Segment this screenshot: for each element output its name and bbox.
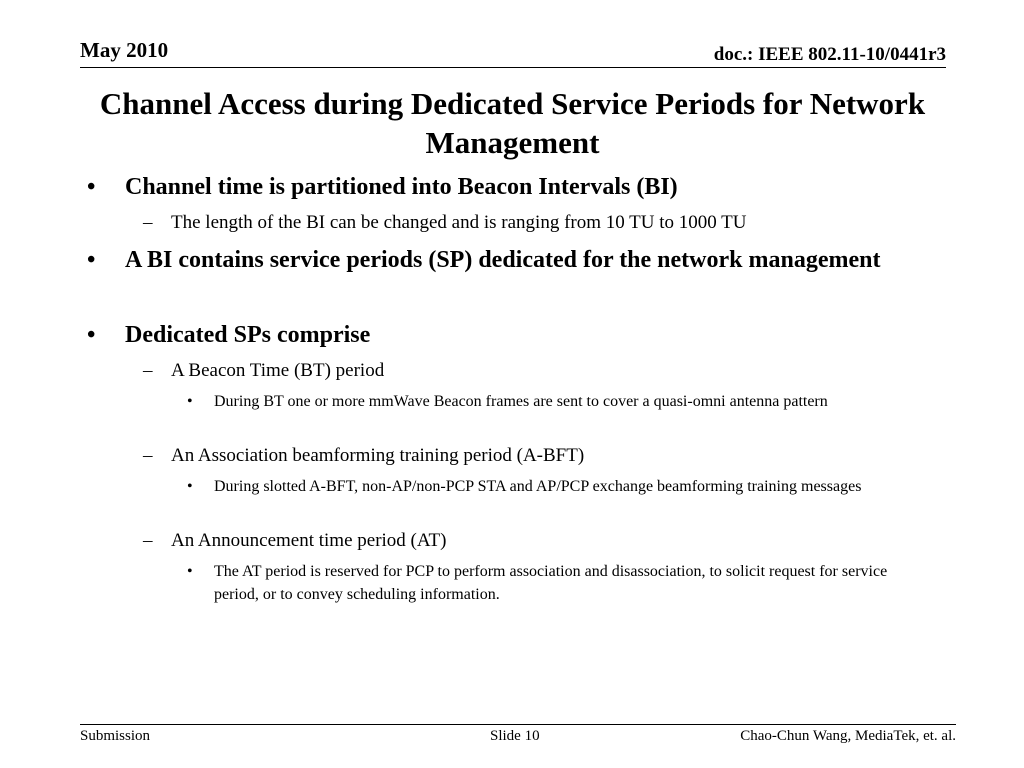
bullet-level1 xyxy=(87,243,905,277)
bullet-marker: – xyxy=(143,360,153,381)
bullet-text: Channel time is partitioned into Beacon Intervals (BI) xyxy=(125,174,678,200)
bullet-text: The AT period is reserved for PCP to perform association and disassociation, to solicit request for service period, or to convey scheduling information. xyxy=(214,563,888,603)
bullet-text: During BT one or more mmWave Beacon frames are sent to cover a quasi-omni antenna pattern xyxy=(214,393,828,410)
footer-submission: Submission xyxy=(80,728,151,744)
footer-slide-number: Slide 10 xyxy=(490,728,540,744)
bullet-level3 xyxy=(187,560,934,606)
bullet-text: A BI contains service periods (SP) dedicated for the network management xyxy=(125,247,881,273)
bullet-level1 xyxy=(87,318,905,352)
header-doc-id: doc.: IEEE 802.11-10/0441r3 xyxy=(713,44,946,65)
bullet-marker: • xyxy=(187,393,193,410)
header-divider xyxy=(80,67,946,68)
bullet-text: Dedicated SPs comprise xyxy=(125,322,371,348)
bullet-level1 xyxy=(87,170,905,204)
bullet-marker: • xyxy=(87,322,96,348)
footer-divider xyxy=(80,724,956,725)
bullet-text: During slotted A-BFT, non-AP/non-PCP STA and AP/PCP exchange beamforming training messages xyxy=(214,478,862,495)
bullet-text: An Association beamforming training period (A-BFT) xyxy=(171,445,585,466)
bullet-marker: – xyxy=(143,445,153,466)
bullet-level2 xyxy=(143,211,931,235)
bullet-marker: • xyxy=(187,563,193,580)
header-date: May 2010 xyxy=(80,38,169,62)
bullet-marker: – xyxy=(143,212,153,233)
footer-author: Chao-Chun Wang, MediaTek, et. al. xyxy=(740,728,956,744)
slide-title: Channel Access during Dedicated Service Periods for Network Management xyxy=(99,86,926,160)
bullet-text: The length of the BI can be changed and is ranging from 10 TU to 1000 TU xyxy=(171,212,747,233)
bullet-marker: • xyxy=(187,478,193,495)
bullet-marker: • xyxy=(87,174,96,200)
bullet-marker: • xyxy=(87,247,96,273)
bullet-text: An Announcement time period (AT) xyxy=(171,530,447,551)
bullet-level2 xyxy=(143,529,931,553)
bullet-level2 xyxy=(143,444,931,468)
bullet-level3 xyxy=(187,390,934,413)
bullet-level3 xyxy=(187,475,934,498)
bullet-marker: – xyxy=(143,530,153,551)
bullet-level2 xyxy=(143,359,931,383)
bullet-text: A Beacon Time (BT) period xyxy=(171,360,385,381)
